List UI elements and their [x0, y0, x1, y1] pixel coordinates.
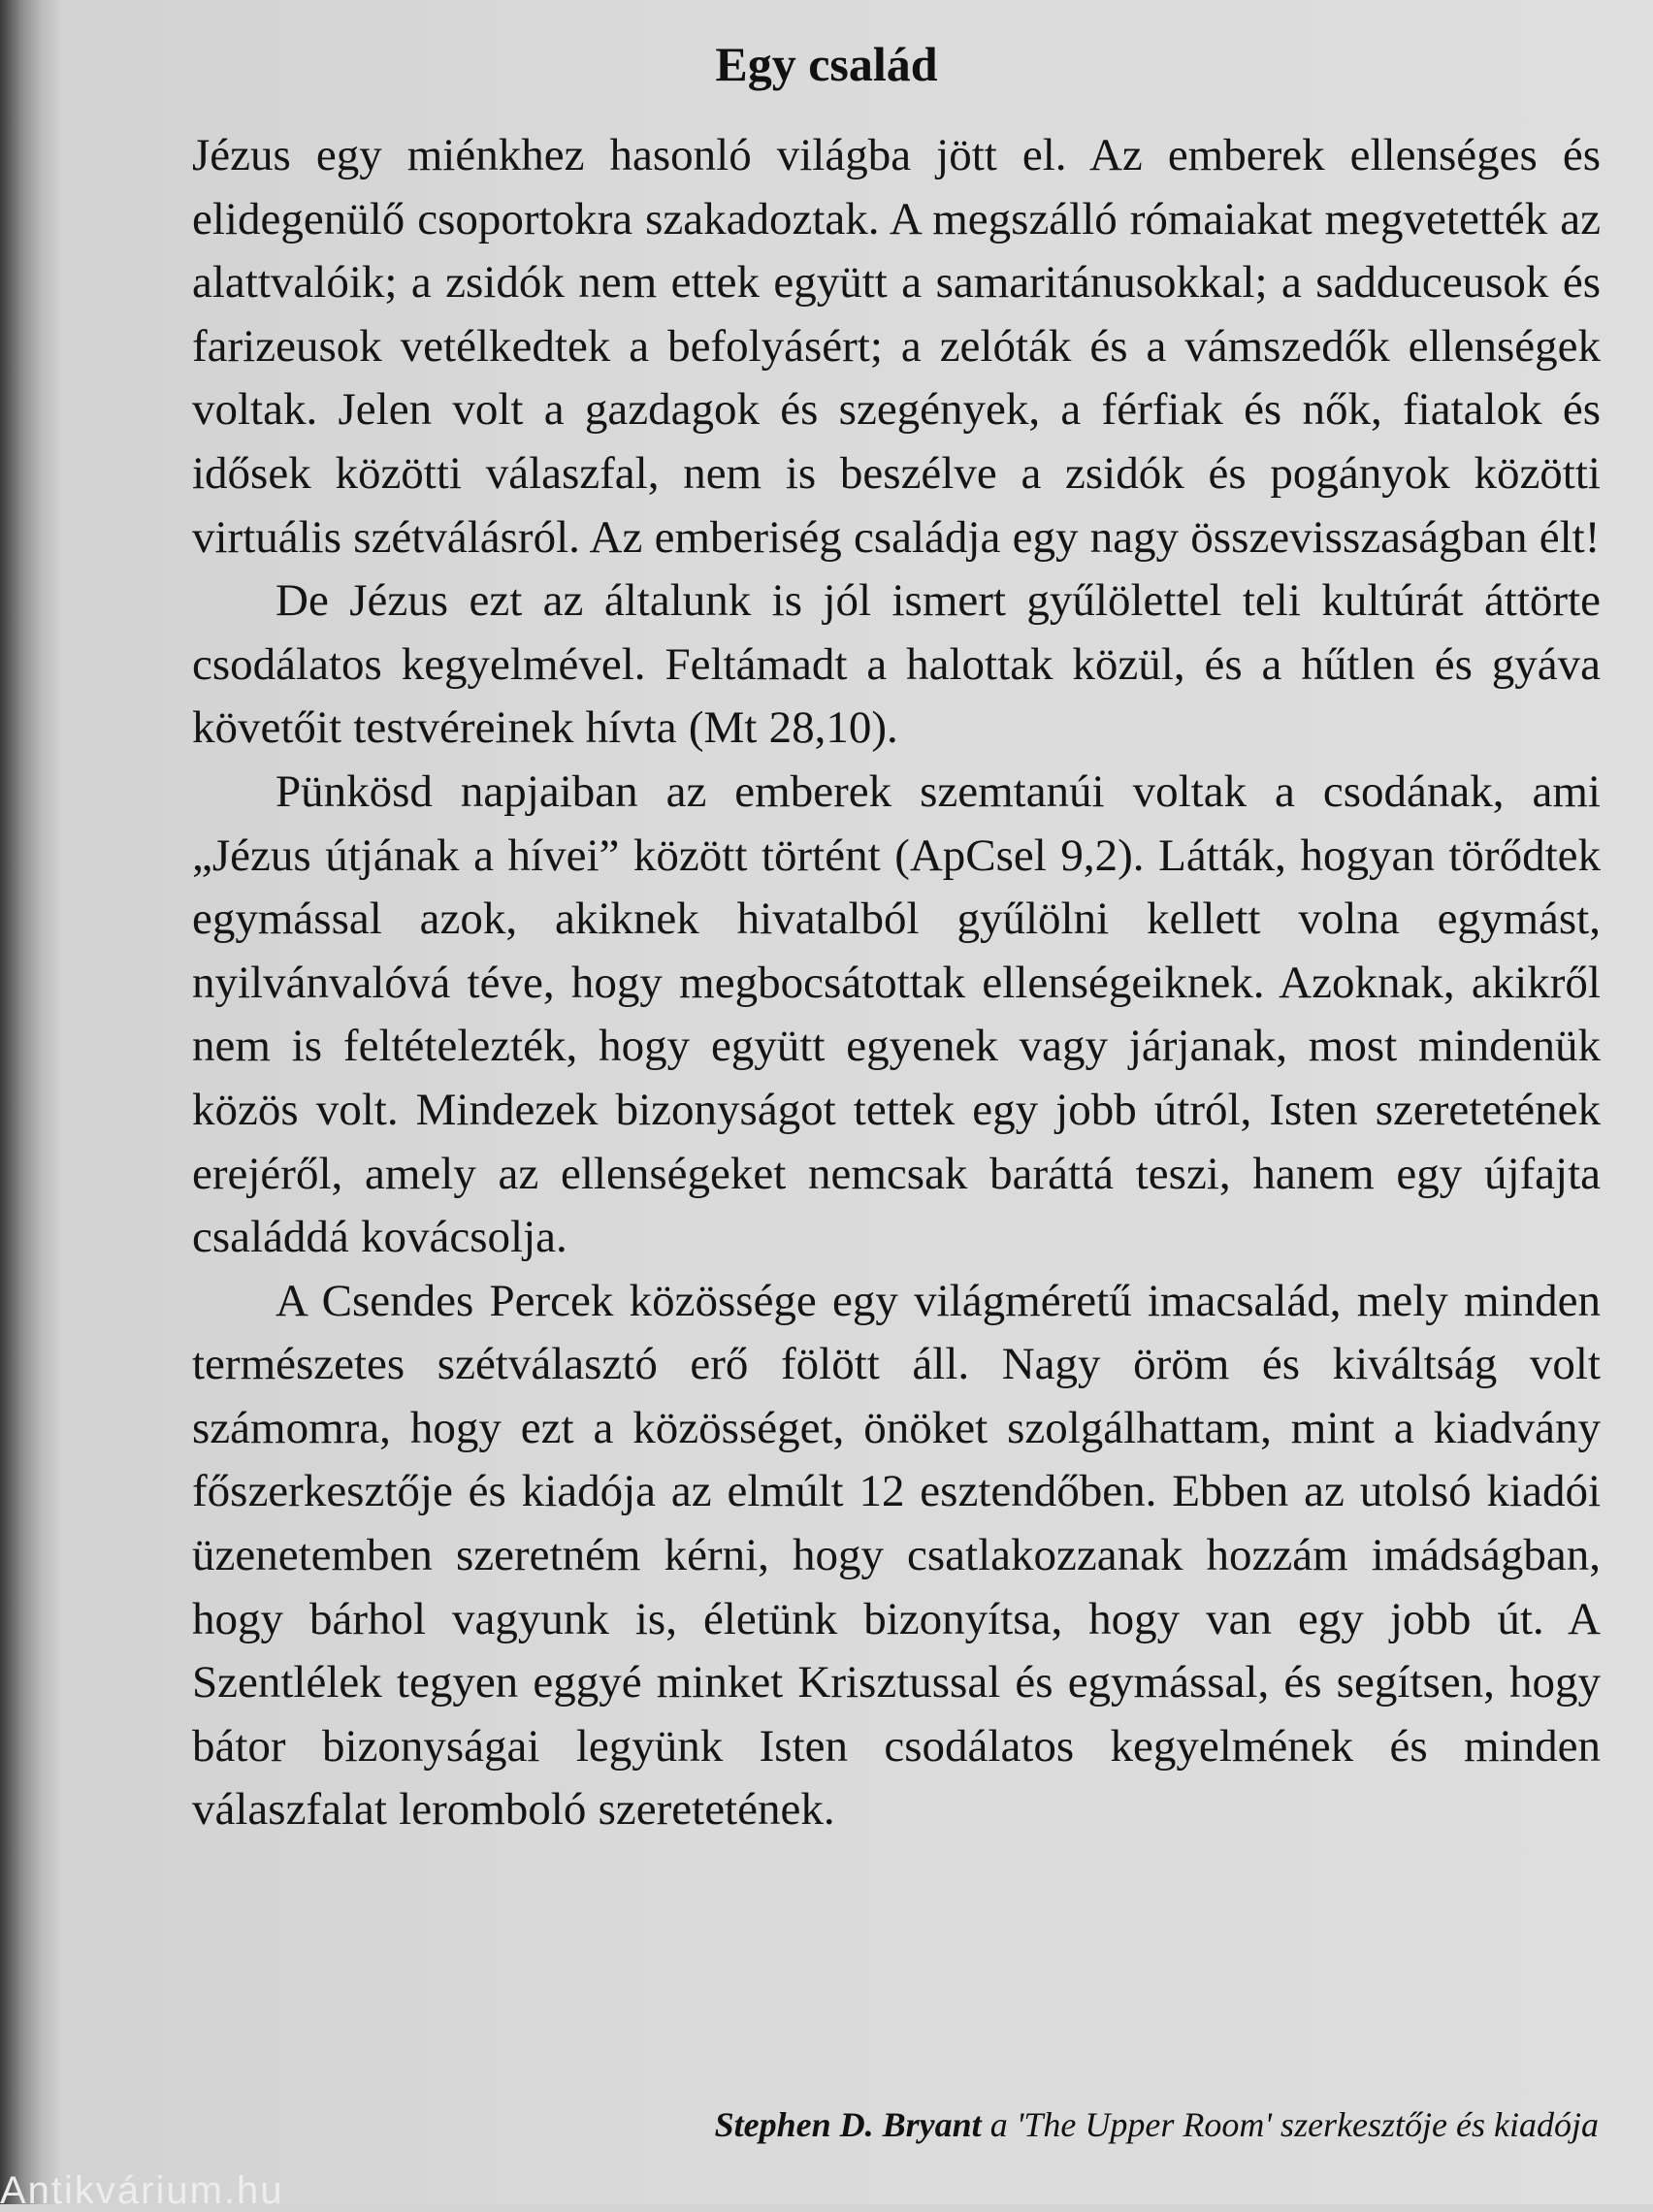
paragraph-3: Pünkösd napjaiban az emberek szemtanúi voltak a csodának, ami „Jézus útjának a hívei” között történt (ApCsel 9,2). Látták, hogyan törődtek egymással azok, akiknek hivatalból gyűlölni kellett volna egymást, nyilvánvalóvá téve, hogy megbocsátottak ellenségeiknek. Azoknak, akikről nem is feltételezték, hogy együtt egyenek vagy járjanak, most mindenük közös volt. Mindezek bizonyságot tettek egy jobb útról, Isten szeretetének erejéről, amely az ellenségeket nemcsak baráttá teszi, hanem egy újfajta családdá kovácsolja.	[192, 765, 1601, 1263]
article-body	[192, 124, 1601, 1842]
page-title: Egy család	[715, 37, 938, 91]
watermark-text: Antikvárium.hu	[0, 2169, 284, 2212]
book-binding-edge	[0, 0, 60, 2204]
author-byline	[715, 2101, 1599, 2148]
paragraph-1: Jézus egy miénkhez hasonló világba jött el. Az emberek ellenséges és elidegenülő csoportokra szakadoztak. A megszálló rómaiakat megvetették az alattvalóik; a zsidók nem ettek együtt a samaritánusokkal; a sadduceusok és farizeusok vetélkedtek a befolyásért; a zelóták és a vámszedők ellenségek voltak. Jelen volt a gazdagok és szegények, a férfiak és nők, fiatalok és idősek közötti válaszfal, nem is beszélve a zsidók és pogányok közötti virtuális szétválásról. Az emberiség családja egy nagy összevisszaságban élt!	[192, 130, 1601, 563]
paragraph-4: A Csendes Percek közössége egy világméretű imacsalád, mely minden természetes szétválasztó erő fölött áll. Nagy öröm és kiváltság volt számomra, hogy ezt a közösséget, önöket szolgálhattam, mint a kiadvány főszerkesztője és kiadója az elmúlt 12 esztendőben. Ebben az utolsó kiadói üzenetemben szeretném kérni, hogy csatlakozzanak hozzám imádságban, hogy bárhol vagyunk is, életünk bizonyítsa, hogy van egy jobb út. A Szentlélek tegyen eggyé minket Krisztussal és egymással, és segítsen, hogy bátor bizonyságai legyünk Isten csodálatos kegyelmének és minden válaszfalat leromboló szeretetének.	[192, 1275, 1601, 1836]
author-role: a 'The Upper Room' szerkesztője és kiadója	[981, 2105, 1599, 2144]
author-name: Stephen D. Bryant	[714, 2105, 982, 2144]
paragraph-2: De Jézus ezt az általunk is jól ismert gyűlölettel teli kultúrát áttörte csodálatos kegyelmével. Feltámadt a halottak közül, és a hűtlen és gyáva követőit testvéreinek hívta (Mt 28,10).	[192, 575, 1601, 754]
